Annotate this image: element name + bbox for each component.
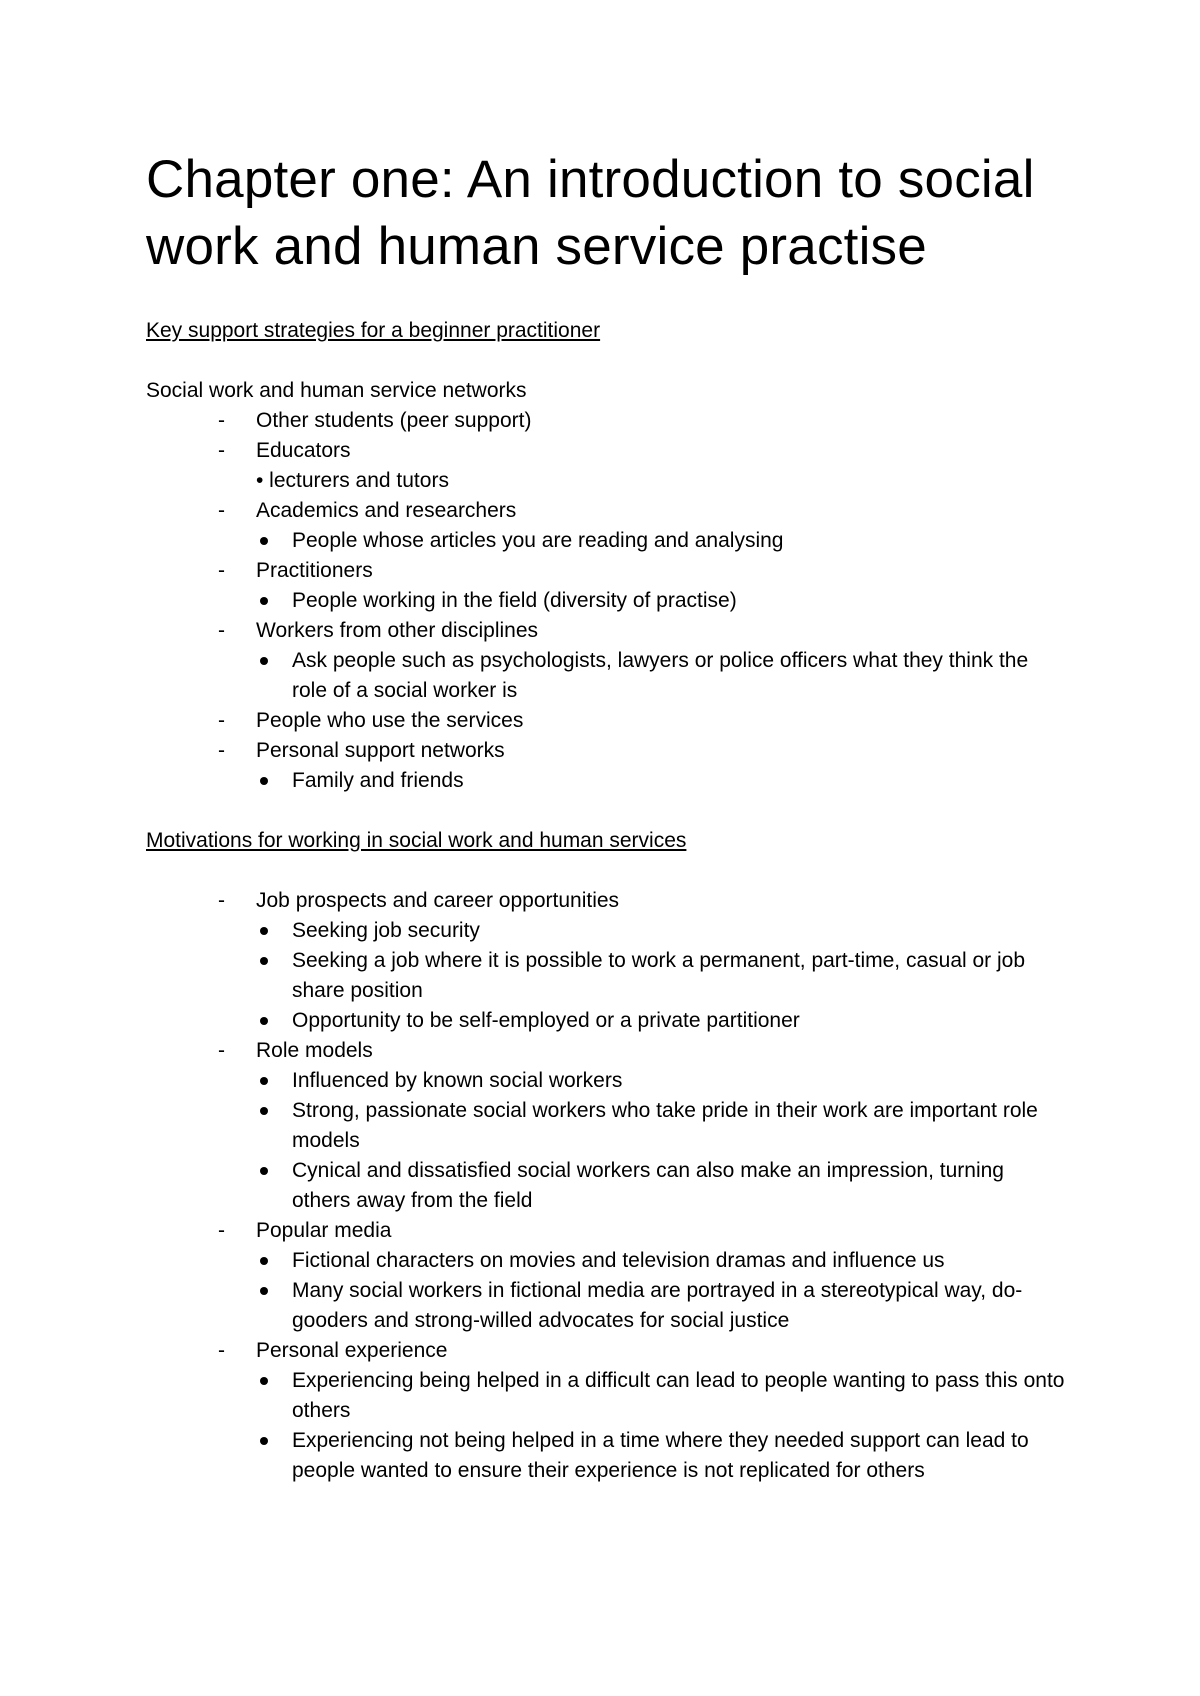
sub-bullet-item: Ask people such as psychologists, lawyers or police officers what they think the role of a social worker is xyxy=(146,646,1066,706)
sub-bullet-item: People whose articles you are reading and analysing xyxy=(146,526,1066,556)
sub-bullet-item: Influenced by known social workers xyxy=(146,1066,1066,1096)
list-item: - Job prospects and career opportunities xyxy=(218,889,620,912)
list-item: - Workers from other disciplines xyxy=(218,619,539,642)
list-item: - Academics and researchers xyxy=(218,499,517,522)
bullet-icon xyxy=(260,1257,268,1265)
sub-bullet-item: Many social workers in fictional media are portrayed in a stereotypical way, do-gooders and strong-willed advocates for social justice xyxy=(146,1276,1066,1336)
sub-bullet-item: Experiencing being helped in a difficult can lead to people wanting to pass this onto others xyxy=(146,1366,1066,1426)
bullet-icon xyxy=(260,927,268,935)
blank-line xyxy=(146,856,1066,886)
list-item: - Other students (peer support) xyxy=(218,409,532,432)
support-list xyxy=(146,406,1066,796)
document-page xyxy=(146,146,1066,1486)
networks-intro: Social work and human service networks xyxy=(146,379,527,402)
page-title: Chapter one: An introduction to social work and human service practise xyxy=(146,150,1035,276)
sub-bullet-item: Seeking a job where it is possible to work a permanent, part-time, casual or job share position xyxy=(146,946,1066,1006)
bullet-icon xyxy=(260,777,268,785)
list-item: - Popular media xyxy=(218,1219,392,1242)
bullet-icon xyxy=(260,957,268,965)
bullet-icon xyxy=(260,1077,268,1085)
sub-bullet-item: Family and friends xyxy=(146,766,1066,796)
inline-bullet-item: • lecturers and tutors xyxy=(256,469,449,492)
sub-bullet-item: Cynical and dissatisfied social workers can also make an impression, turning others away from the field xyxy=(146,1156,1066,1216)
section-heading-support: Key support strategies for a beginner practitioner xyxy=(146,319,601,342)
list-item: - People who use the services xyxy=(218,709,524,732)
bullet-icon xyxy=(260,1437,268,1445)
sub-bullet-item: Strong, passionate social workers who take pride in their work are important role models xyxy=(146,1096,1066,1156)
bullet-icon xyxy=(260,537,268,545)
motivations-list xyxy=(146,886,1066,1486)
list-item: - Educators xyxy=(218,439,351,462)
bullet-icon xyxy=(260,1167,268,1175)
blank-line xyxy=(146,346,1066,376)
sub-bullet-item: Opportunity to be self-employed or a private partitioner xyxy=(146,1006,1066,1036)
sub-bullet-item: Fictional characters on movies and television dramas and influence us xyxy=(146,1246,1066,1276)
list-item: - Personal support networks xyxy=(218,739,505,762)
list-item: - Practitioners xyxy=(218,559,373,582)
section-heading-motivations: Motivations for working in social work and human services xyxy=(146,829,687,852)
sub-bullet-item: Experiencing not being helped in a time where they needed support can lead to people wanted to ensure their experience is not replicated for others xyxy=(146,1426,1066,1486)
bullet-icon xyxy=(260,1287,268,1295)
blank-line xyxy=(146,796,1066,826)
sub-bullet-item: Seeking job security xyxy=(146,916,1066,946)
list-item: - Personal experience xyxy=(218,1339,448,1362)
spacer xyxy=(146,280,1066,316)
bullet-icon xyxy=(260,1017,268,1025)
bullet-icon xyxy=(260,1377,268,1385)
bullet-icon xyxy=(260,657,268,665)
bullet-icon xyxy=(260,1107,268,1115)
list-item: - Role models xyxy=(218,1039,373,1062)
sub-bullet-item: People working in the field (diversity of practise) xyxy=(146,586,1066,616)
bullet-icon xyxy=(260,597,268,605)
